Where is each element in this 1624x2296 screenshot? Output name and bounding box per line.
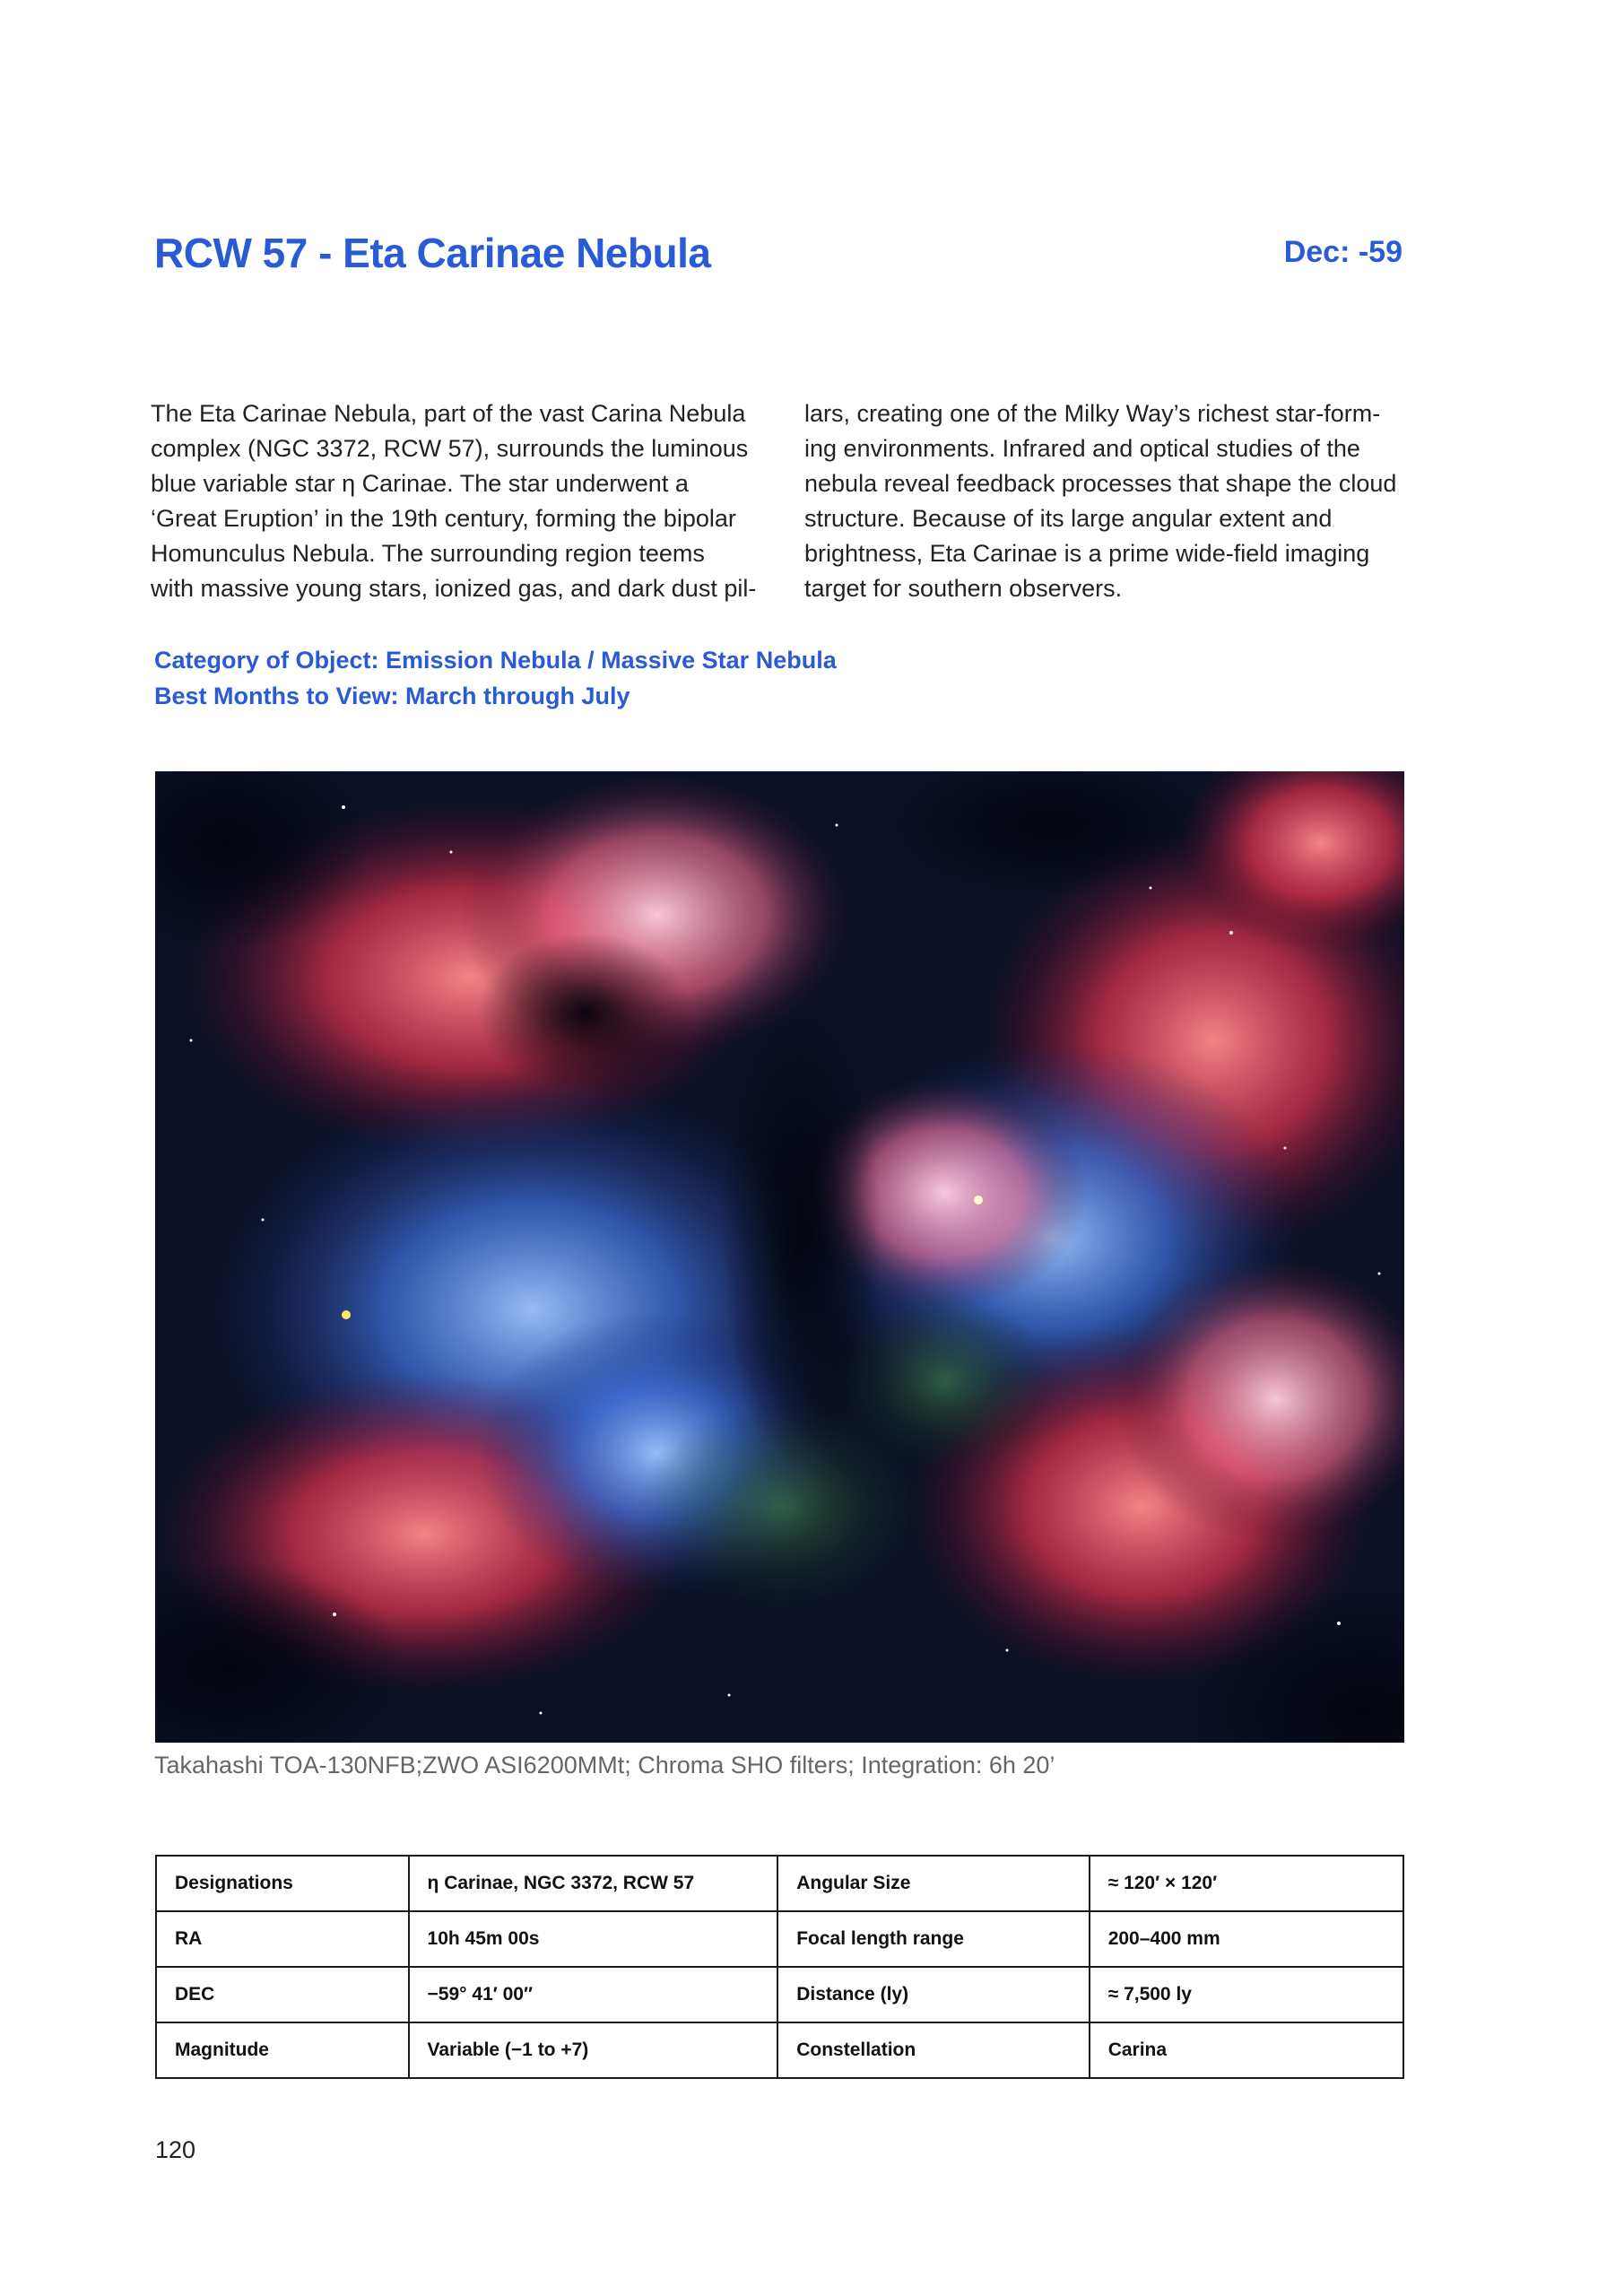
- declination-label: Dec: -59: [1283, 235, 1403, 269]
- table-cell: Distance (ly): [777, 1967, 1090, 2022]
- nebula-image: [155, 771, 1404, 1743]
- description-line: with massive young stars, ionized gas, and dark dust pil-: [151, 575, 757, 602]
- table-cell: Constellation: [777, 2022, 1090, 2078]
- table-cell: DEC: [156, 1967, 409, 2022]
- table-cell: Angular Size: [777, 1856, 1090, 1911]
- object-category: Category of Object: Emission Nebula / Massive Star Nebula: [154, 647, 837, 674]
- description-line: ‘Great Eruption’ in the 19th century, forming the bipolar: [151, 505, 736, 532]
- table-cell: RA: [156, 1911, 409, 1967]
- table-cell: Magnitude: [156, 2022, 409, 2078]
- description-line: lars, creating one of the Milky Way’s richest star-form-: [804, 400, 1381, 427]
- table-row: [156, 2022, 1403, 2078]
- image-caption: Takahashi TOA-130NFB;ZWO ASI6200MMt; Chroma SHO filters; Integration: 6h 20’: [154, 1752, 1055, 1779]
- description-column-right: [804, 396, 1414, 606]
- table-cell: 10h 45m 00s: [409, 1911, 778, 1967]
- description-line: nebula reveal feedback processes that shape the cloud: [804, 470, 1397, 497]
- description-line: complex (NGC 3372, RCW 57), surrounds the luminous: [151, 435, 749, 462]
- table-row: [156, 1856, 1403, 1911]
- table-cell: 200–400 mm: [1090, 1911, 1403, 1967]
- object-info-table: [155, 1855, 1404, 2079]
- table-cell: ≈ 120′ × 120′: [1090, 1856, 1403, 1911]
- description-line: blue variable star η Carinae. The star underwent a: [151, 470, 689, 497]
- nebula-photo: [155, 771, 1404, 1743]
- table-cell: −59° 41′ 00″: [409, 1967, 778, 2022]
- table-cell: Variable (−1 to +7): [409, 2022, 778, 2078]
- page-title: RCW 57 - Eta Carinae Nebula: [154, 230, 711, 276]
- table-cell: Designations: [156, 1856, 409, 1911]
- description-line: structure. Because of its large angular extent and: [804, 505, 1333, 532]
- table-cell: Focal length range: [777, 1911, 1090, 1967]
- table-row: [156, 1911, 1403, 1967]
- description-line: The Eta Carinae Nebula, part of the vast Carina Nebula: [151, 400, 746, 427]
- table-cell: η Carinae, NGC 3372, RCW 57: [409, 1856, 778, 1911]
- best-months: Best Months to View: March through July: [154, 683, 630, 709]
- description-line: target for southern observers.: [804, 575, 1123, 602]
- description-column-left: [151, 396, 760, 606]
- table-cell: Carina: [1090, 2022, 1403, 2078]
- description-line: Homunculus Nebula. The surrounding region teems: [151, 540, 705, 567]
- description-line: brightness, Eta Carinae is a prime wide-field imaging: [804, 540, 1370, 567]
- page-number: 120: [155, 2136, 196, 2163]
- table-row: [156, 1967, 1403, 2022]
- table-cell: ≈ 7,500 ly: [1090, 1967, 1403, 2022]
- description-line: ing environments. Infrared and optical studies of the: [804, 435, 1360, 462]
- object-meta: [154, 642, 837, 714]
